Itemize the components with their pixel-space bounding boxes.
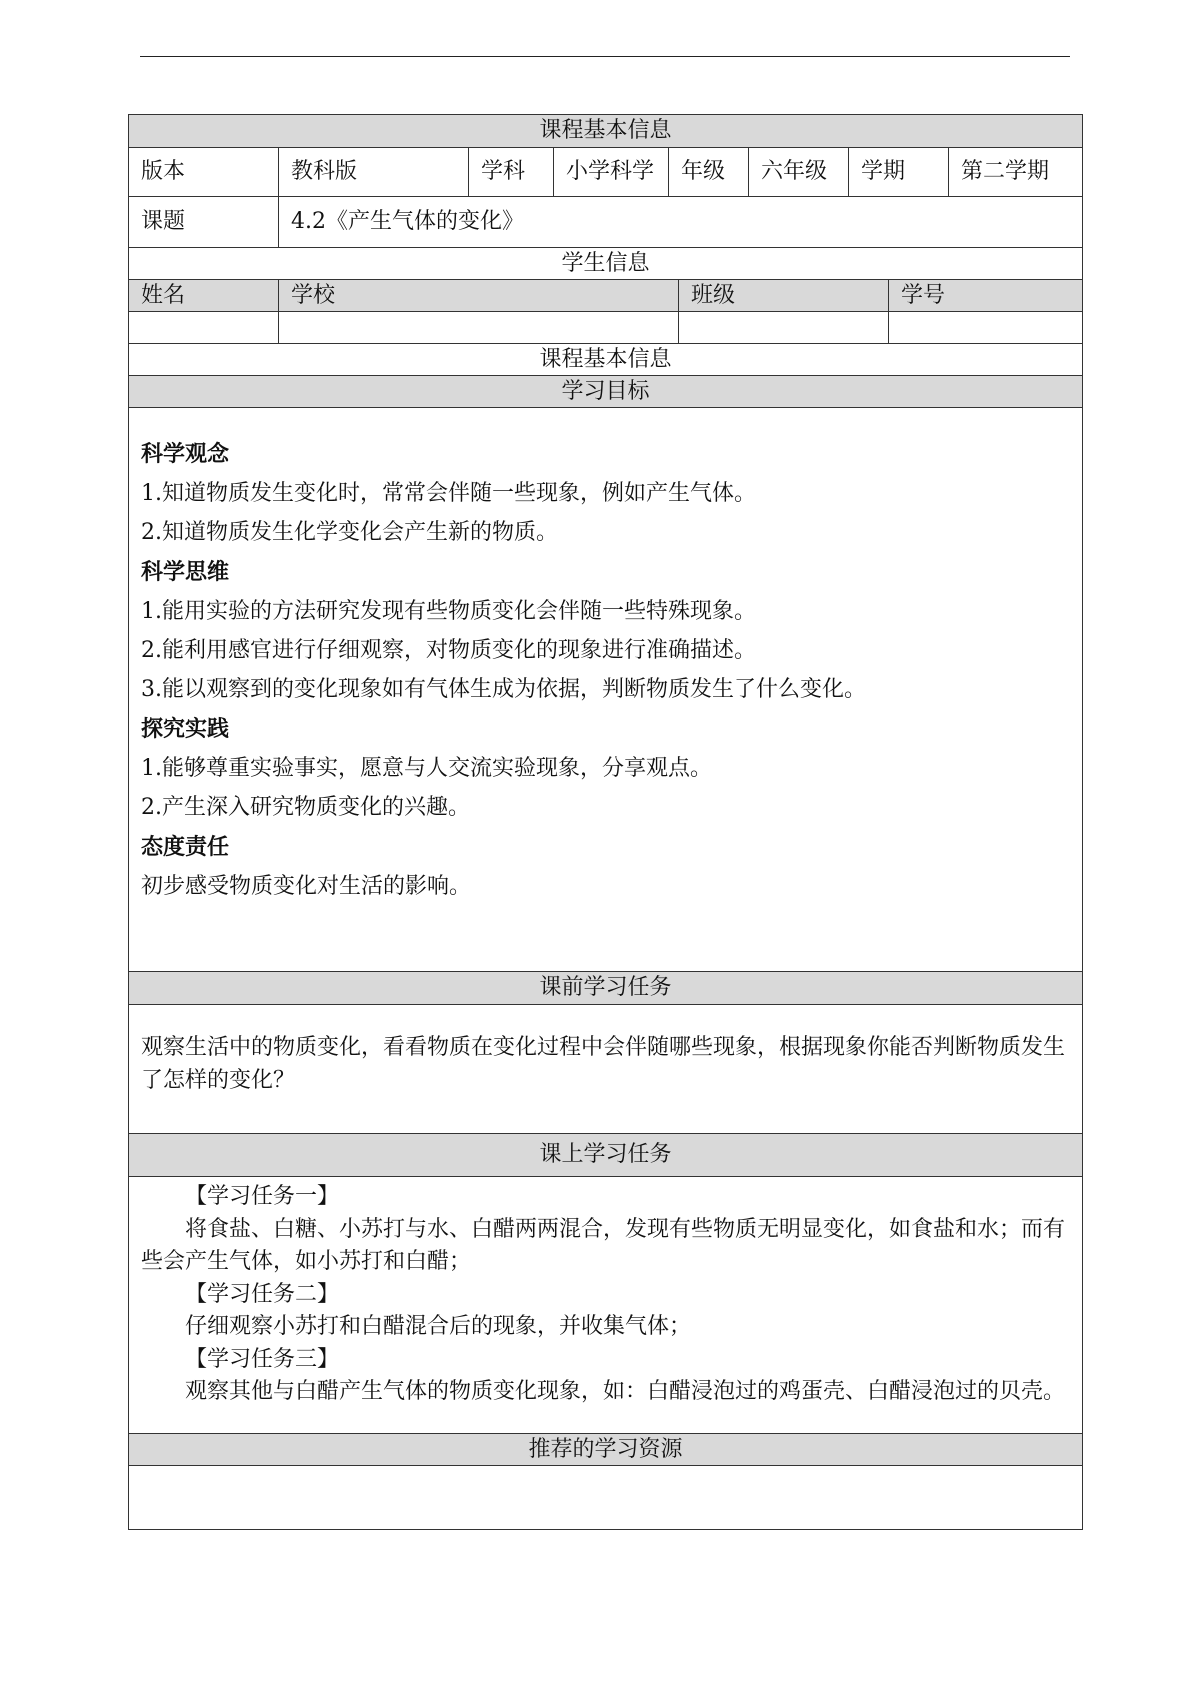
- objective-item: 3.能以观察到的变化现象如有气体生成为依据，判断物质发生了什么变化。: [141, 677, 866, 702]
- objective-item: 1.能用实验的方法研究发现有些物质变化会伴随一些特殊现象。: [141, 599, 756, 624]
- objective-item: 1.知道物质发生变化时，常常会伴随一些现象，例如产生气体。: [141, 481, 756, 506]
- pre-class-content: 观察生活中的物质变化，看看物质在变化过程中会伴随哪些现象，根据现象你能否判断物质发生了怎样的变化？: [129, 1005, 1083, 1134]
- objective-heading: 态度责任: [141, 834, 230, 860]
- objective-heading: 科学思维: [141, 559, 230, 585]
- student-school-header: 学校: [279, 280, 679, 312]
- objective-item: 2.知道物质发生化学变化会产生新的物质。: [141, 520, 558, 545]
- student-id-header: 学号: [889, 280, 1083, 312]
- objective-heading: 探究实践: [141, 716, 230, 742]
- topic-label: 课题: [129, 197, 279, 248]
- student-class-header: 班级: [679, 280, 889, 312]
- resources-content: [129, 1466, 1083, 1530]
- objective-item: 2.产生深入研究物质变化的兴趣。: [141, 795, 470, 820]
- edition-value: 教科版: [279, 148, 469, 197]
- pre-class-title: 课前学习任务: [129, 972, 1083, 1005]
- objective-item: 1.能够尊重实验事实，愿意与人交流实验现象，分享观点。: [141, 756, 712, 781]
- resources-title: 推荐的学习资源: [129, 1434, 1083, 1466]
- in-class-content: [129, 1177, 1083, 1434]
- topic-value: 4.2《产生气体的变化》: [279, 197, 1083, 248]
- student-name-value: [129, 312, 279, 344]
- student-school-value: [279, 312, 679, 344]
- grade-label: 年级: [669, 148, 749, 197]
- course-info-repeat-title: 课程基本信息: [129, 344, 1083, 376]
- task-text: 将食盐、白糖、小苏打与水、白醋两两混合，发现有些物质无明显变化，如食盐和水；而有些会产生气体，如小苏打和白醋；: [141, 1216, 1066, 1274]
- task-text: 仔细观察小苏打和白醋混合后的现象，并收集气体；: [185, 1314, 692, 1339]
- objective-heading: 科学观念: [141, 441, 230, 467]
- objectives-content: [129, 408, 1083, 972]
- term-value: 第二学期: [949, 148, 1083, 197]
- in-class-title: 课上学习任务: [129, 1134, 1083, 1177]
- task-label: 【学习任务三】: [185, 1346, 340, 1372]
- edition-label: 版本: [129, 148, 279, 197]
- task-label: 【学习任务一】: [185, 1184, 340, 1209]
- course-info-title: 课程基本信息: [129, 115, 1083, 148]
- task-text: 观察其他与白醋产生气体的物质变化现象，如：白醋浸泡过的鸡蛋壳、白醋浸泡过的贝壳。: [185, 1379, 1066, 1404]
- task-label: 【学习任务二】: [185, 1281, 340, 1307]
- objective-item: 2.能利用感官进行仔细观察，对物质变化的现象进行准确描述。: [141, 638, 756, 663]
- header-rule: [140, 56, 1070, 57]
- student-name-header: 姓名: [129, 280, 279, 312]
- lesson-plan-table: [128, 114, 1083, 1530]
- subject-value: 小学科学: [554, 148, 669, 197]
- student-info-title: 学生信息: [129, 248, 1083, 280]
- objectives-title: 学习目标: [129, 376, 1083, 408]
- subject-label: 学科: [469, 148, 554, 197]
- student-class-value: [679, 312, 889, 344]
- objective-item: 初步感受物质变化对生活的影响。: [141, 874, 472, 899]
- grade-value: 六年级: [749, 148, 849, 197]
- student-id-value: [889, 312, 1083, 344]
- term-label: 学期: [849, 148, 949, 197]
